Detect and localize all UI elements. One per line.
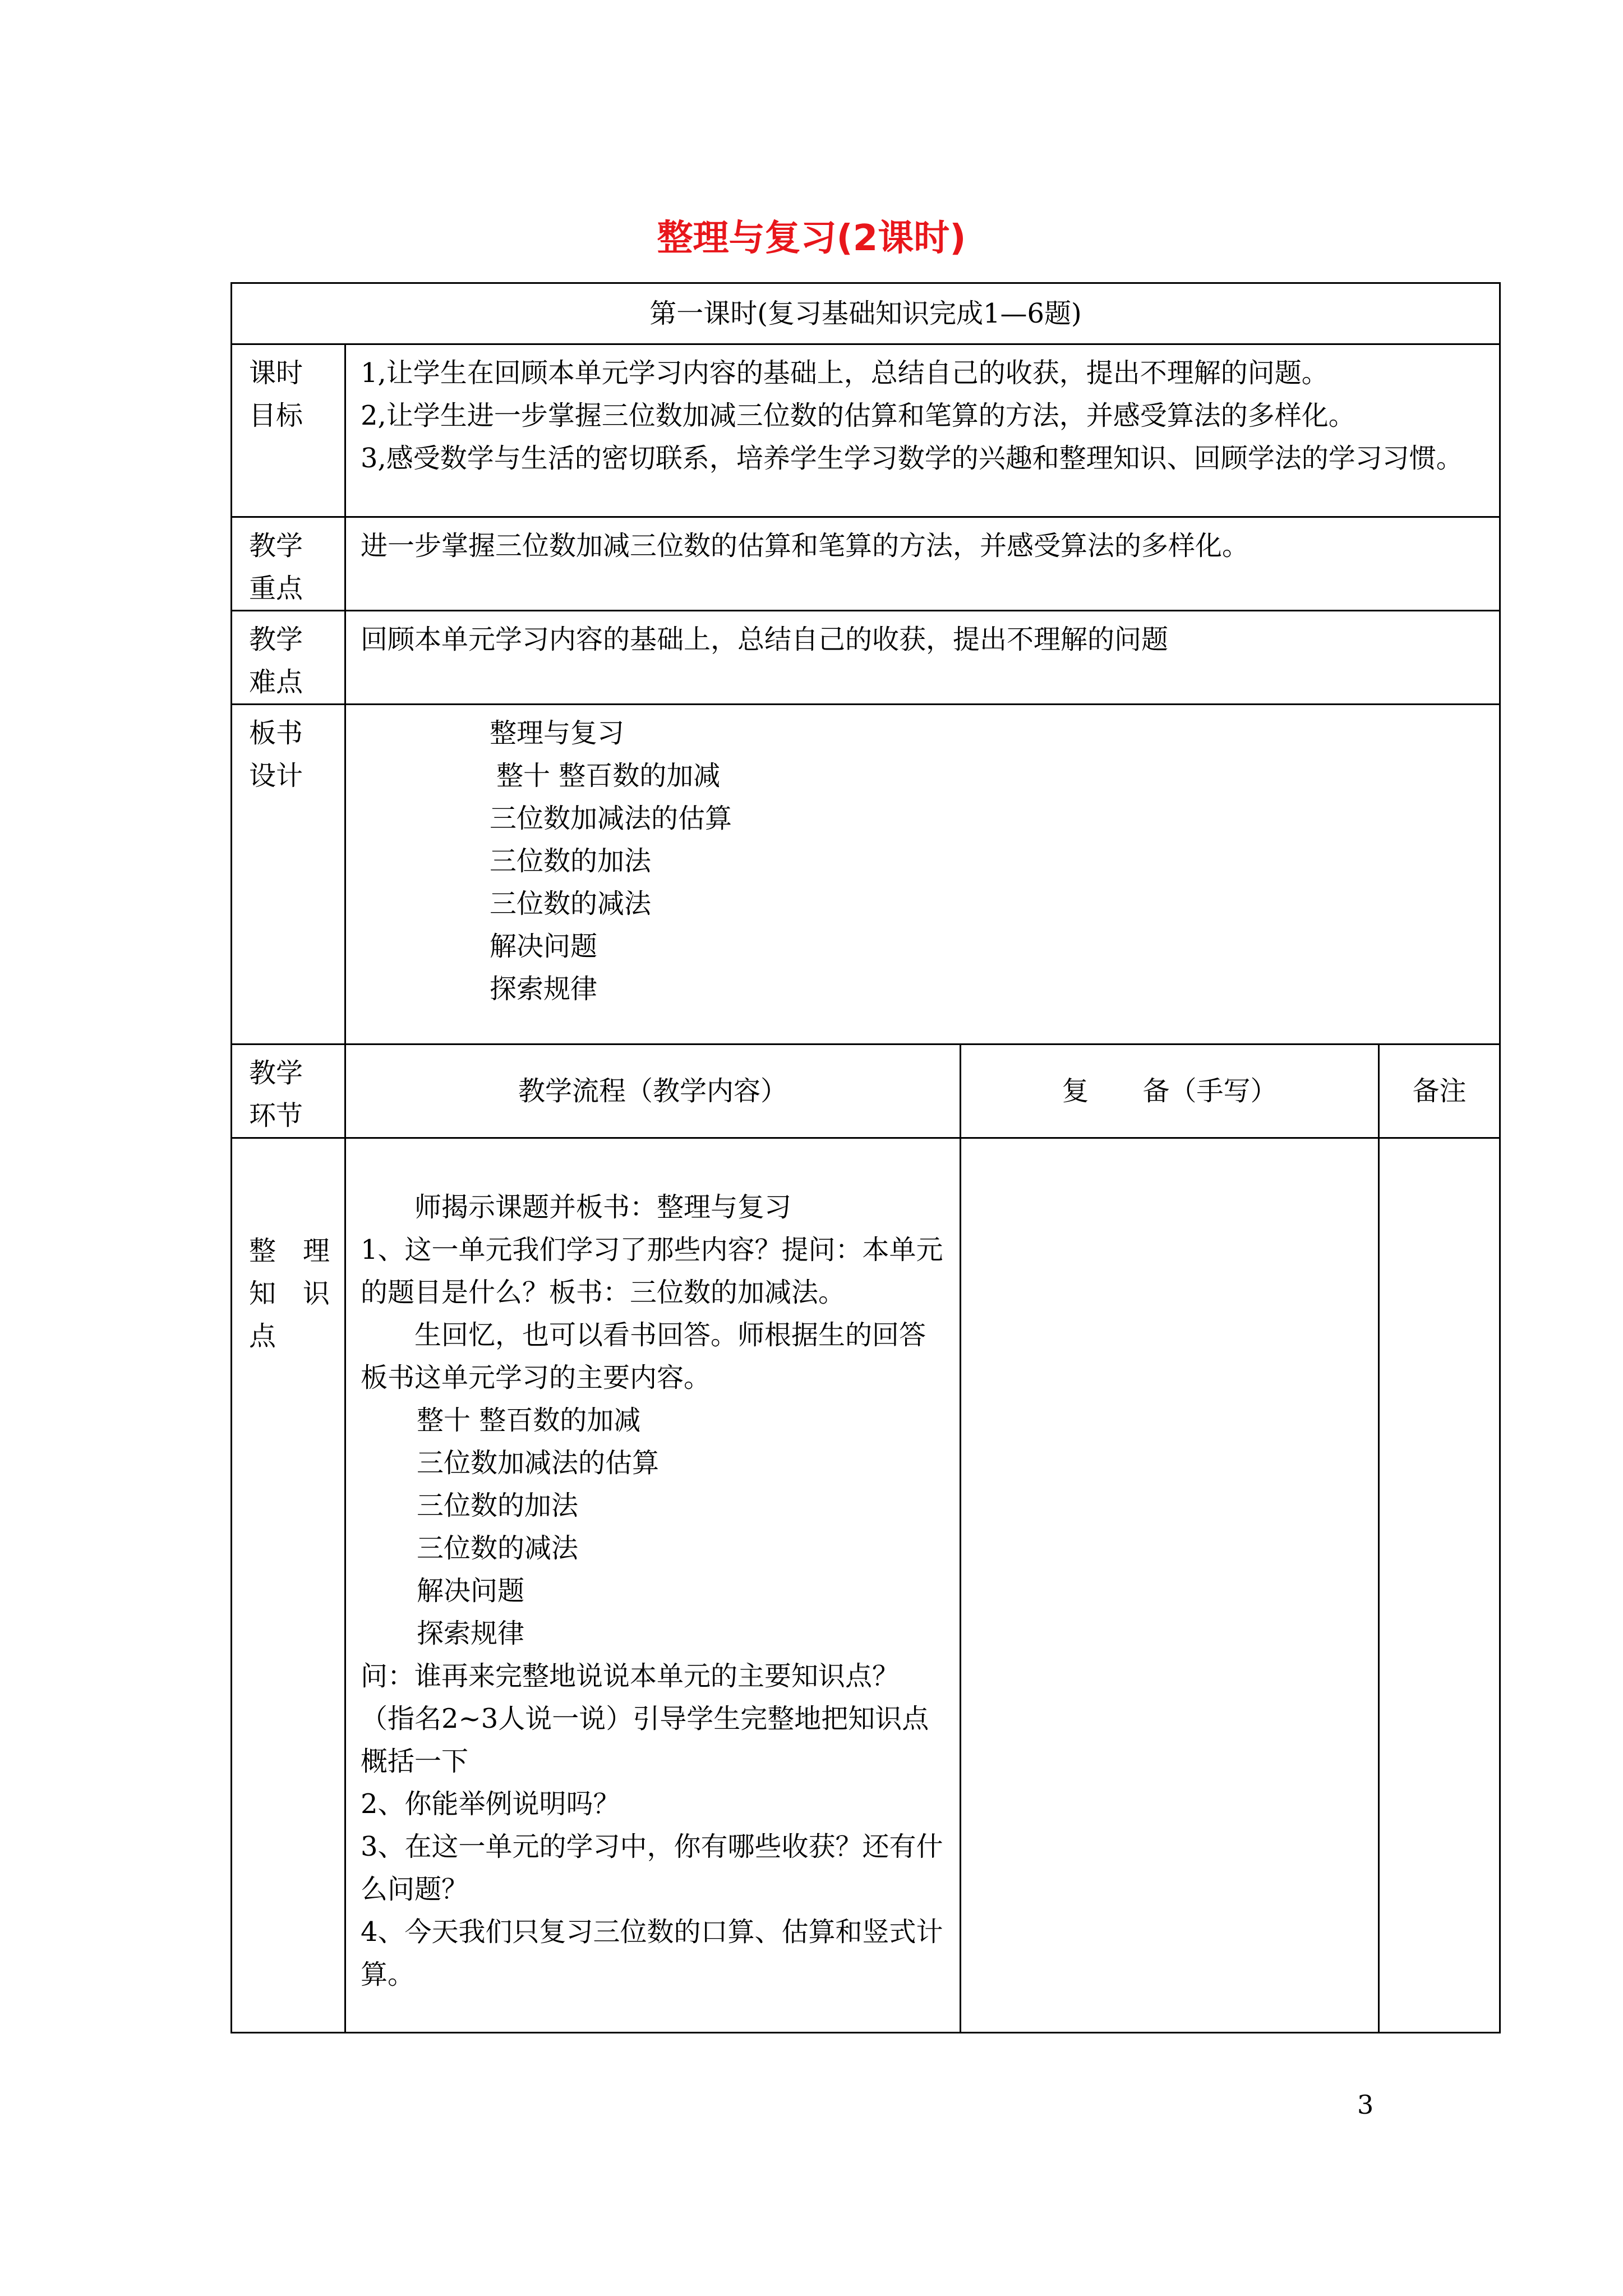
topic-line: 解决问题: [417, 1575, 525, 1607]
page-title: 整理与复习(2课时): [657, 218, 966, 259]
key-points-label: 教学 重点: [232, 517, 345, 611]
board-line: 三位数的减法: [490, 888, 652, 919]
notes-cell: [1379, 1138, 1500, 2033]
review-handwritten-cell: [961, 1138, 1379, 2033]
lesson-header-row: [232, 283, 1500, 344]
col-process-header: 教学流程（教学内容）: [345, 1045, 961, 1138]
goal-item: 3,感受数学与生活的密切联系，培养学生学习数学的兴趣和整理知识、回顾学法的学习习惯。: [361, 443, 1463, 474]
goal-item: 2,让学生进一步掌握三位数加减三位数的估算和笔算的方法，并感受算法的多样化。: [361, 400, 1355, 431]
goal-item: 1,让学生在回顾本单元学习内容的基础上，总结自己的收获，提出不理解的问题。: [361, 357, 1329, 389]
lesson-plan-table: [230, 282, 1501, 2033]
question-2: 2、你能举例说明吗？: [361, 1788, 620, 1820]
goals-label: 课时 目标: [232, 344, 345, 517]
board-design-row: [232, 705, 1500, 1045]
board-line: 整十 整百数的加减: [496, 760, 721, 792]
topic-line: 整十 整百数的加减: [417, 1405, 641, 1436]
difficulties-content: 回顾本单元学习内容的基础上，总结自己的收获，提出不理解的问题: [345, 611, 1500, 705]
review-section-content: [345, 1138, 961, 2033]
difficulties-row: [232, 611, 1500, 705]
review-section-label: 整 理 知 识 点: [232, 1138, 345, 2033]
board-line: 三位数加减法的估算: [490, 803, 732, 834]
key-points-content: 进一步掌握三位数加减三位数的估算和笔算的方法，并感受算法的多样化。: [345, 517, 1500, 611]
topic-line: 三位数的减法: [417, 1533, 579, 1564]
col-review-header: 复 备（手写）: [961, 1045, 1379, 1138]
goals-content: [345, 344, 1500, 517]
topic-line: 探索规律: [417, 1618, 525, 1649]
key-points-row: [232, 517, 1500, 611]
ask-text: 问：谁再来完整地说说本单元的主要知识点？（指名2~3人说一说）引导学生完整地把知识点概括一下: [361, 1660, 929, 1777]
board-design-label: 板书 设计: [232, 705, 345, 1045]
board-line: 整理与复习: [490, 717, 625, 749]
process-header-label: 教学 环节: [232, 1045, 345, 1138]
board-line: 三位数的加法: [490, 845, 652, 877]
process-header-row: [232, 1045, 1500, 1138]
question-4: 4、今天我们只复习三位数的口算、估算和竖式计算。: [361, 1916, 943, 1990]
lesson-header: 第一课时(复习基础知识完成1—6题): [232, 283, 1500, 344]
answer-text: 生回忆，也可以看书回答。师根据生的回答板书这单元学习的主要内容。: [361, 1319, 926, 1393]
review-section-row: [232, 1138, 1500, 2033]
page-number: 3: [1357, 2090, 1374, 2120]
intro-text: 师揭示课题并板书：整理与复习: [414, 1191, 792, 1223]
board-design-content: [345, 705, 1500, 1045]
topic-line: 三位数的加法: [417, 1490, 579, 1521]
board-line: 解决问题: [490, 931, 598, 962]
board-line: 探索规律: [490, 973, 598, 1005]
topic-line: 三位数加减法的估算: [417, 1447, 660, 1479]
question-1: 1、这一单元我们学习了那些内容？提问：本单元的题目是什么？板书：三位数的加减法。: [361, 1234, 943, 1308]
goals-row: [232, 344, 1500, 517]
difficulties-label: 教学 难点: [232, 611, 345, 705]
col-notes-header: 备注: [1379, 1045, 1500, 1138]
question-3: 3、在这一单元的学习中，你有哪些收获？还有什么问题？: [361, 1831, 943, 1905]
